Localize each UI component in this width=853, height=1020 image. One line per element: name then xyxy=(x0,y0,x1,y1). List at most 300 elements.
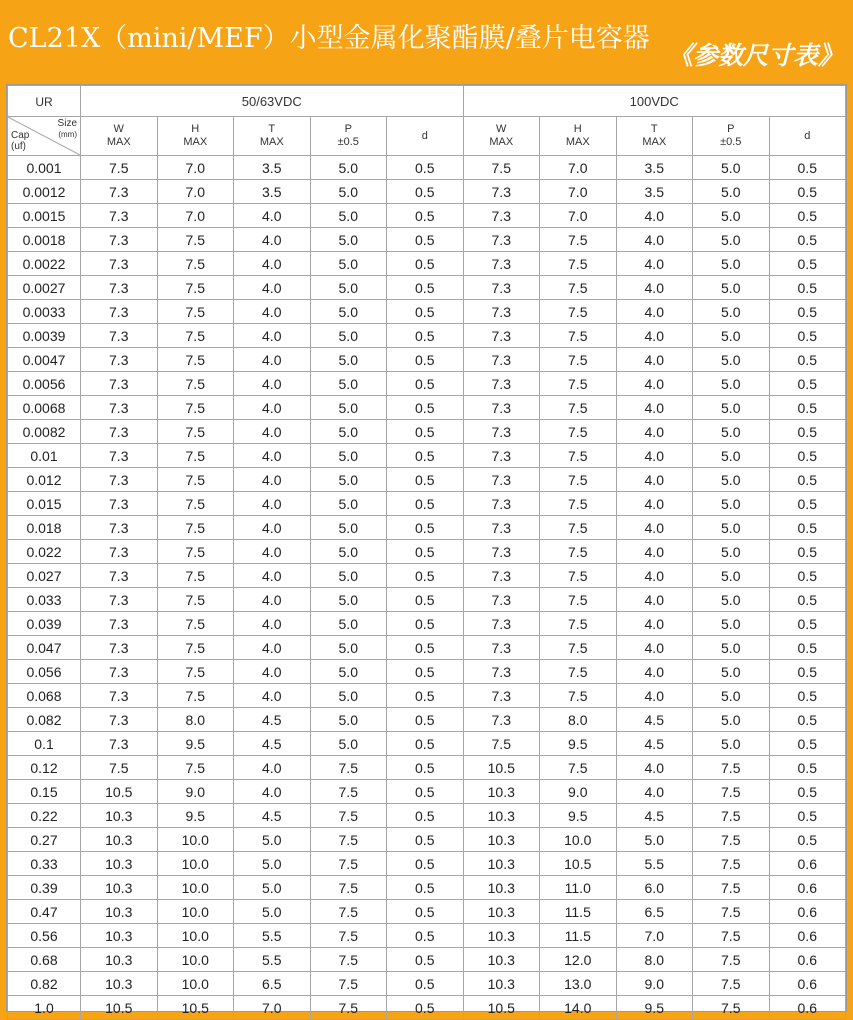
dimension-cell: 10.5 xyxy=(81,780,158,804)
dimension-cell: 7.5 xyxy=(540,396,617,420)
dimension-cell: 7.5 xyxy=(540,276,617,300)
dimension-cell: 4.0 xyxy=(234,516,311,540)
column-header-p-high xyxy=(693,117,770,156)
capacitance-cell: 0.033 xyxy=(8,588,81,612)
dimension-cell: 10.3 xyxy=(463,900,540,924)
dimension-cell: 5.0 xyxy=(310,348,387,372)
column-header-t-low xyxy=(234,117,311,156)
table-row xyxy=(8,204,846,228)
dimension-cell: 7.3 xyxy=(463,300,540,324)
dimension-cell: 7.5 xyxy=(540,588,617,612)
dimension-cell: 7.3 xyxy=(463,372,540,396)
dimension-cell: 7.0 xyxy=(157,156,234,180)
dimension-cell: 10.0 xyxy=(157,900,234,924)
dimension-cell: 7.5 xyxy=(540,684,617,708)
dimension-cell: 9.0 xyxy=(540,780,617,804)
dimension-cell: 5.0 xyxy=(310,444,387,468)
dimension-cell: 7.3 xyxy=(463,180,540,204)
dimension-cell: 7.5 xyxy=(540,492,617,516)
dimension-cell: 7.3 xyxy=(81,228,158,252)
dimension-cell: 7.5 xyxy=(310,876,387,900)
dimension-cell: 10.3 xyxy=(463,948,540,972)
dimension-cell: 3.5 xyxy=(616,156,693,180)
column-header-label: W xyxy=(113,123,124,136)
dimension-cell: 7.5 xyxy=(693,804,770,828)
dimension-cell: 5.5 xyxy=(234,924,311,948)
dimension-cell: 7.0 xyxy=(157,180,234,204)
dimension-cell: 4.0 xyxy=(234,396,311,420)
table-body xyxy=(8,156,846,1020)
dimension-cell: 0.6 xyxy=(769,948,846,972)
dimension-cell: 5.0 xyxy=(616,828,693,852)
column-header-label: P xyxy=(727,123,735,136)
dimension-cell: 0.6 xyxy=(769,900,846,924)
dimension-cell: 7.3 xyxy=(81,588,158,612)
dimension-cell: 5.0 xyxy=(310,372,387,396)
capacitance-cell: 0.015 xyxy=(8,492,81,516)
dimension-cell: 5.0 xyxy=(310,396,387,420)
capacitance-cell: 0.022 xyxy=(8,540,81,564)
column-header-p-low xyxy=(310,117,387,156)
dimension-cell: 0.5 xyxy=(387,444,464,468)
dimension-cell: 7.5 xyxy=(157,660,234,684)
dimension-cell: 4.5 xyxy=(616,708,693,732)
dimension-cell: 7.5 xyxy=(693,972,770,996)
dimension-cell: 5.0 xyxy=(310,660,387,684)
dimension-cell: 5.0 xyxy=(693,324,770,348)
dimension-cell: 7.5 xyxy=(540,228,617,252)
dimension-cell: 5.0 xyxy=(693,612,770,636)
dimension-cell: 0.5 xyxy=(769,180,846,204)
dimension-cell: 7.5 xyxy=(693,756,770,780)
parameter-table-container xyxy=(6,84,847,1016)
ur-label: UR xyxy=(35,94,53,109)
dimension-cell: 0.5 xyxy=(769,372,846,396)
dimension-cell: 5.0 xyxy=(310,516,387,540)
capacitance-cell: 0.047 xyxy=(8,636,81,660)
dimension-cell: 7.3 xyxy=(463,492,540,516)
capacitance-cell: 0.12 xyxy=(8,756,81,780)
dimension-cell: 0.5 xyxy=(387,804,464,828)
page-title: CL21X（mini/MEF）小型金属化聚酯膜/叠片电容器 xyxy=(8,23,650,54)
dimension-cell: 10.0 xyxy=(157,948,234,972)
dimension-cell: 5.5 xyxy=(616,852,693,876)
dimension-cell: 7.5 xyxy=(693,828,770,852)
column-header-t-high xyxy=(616,117,693,156)
dimension-cell: 10.3 xyxy=(463,804,540,828)
dimension-cell: 7.5 xyxy=(540,420,617,444)
dimension-cell: 0.5 xyxy=(387,996,464,1020)
dimension-cell: 7.3 xyxy=(81,252,158,276)
dimension-cell: 7.3 xyxy=(81,348,158,372)
dimension-cell: 0.5 xyxy=(769,348,846,372)
dimension-cell: 4.0 xyxy=(234,468,311,492)
dimension-cell: 0.5 xyxy=(769,324,846,348)
voltage-group-50-63vdc: 50/63VDC xyxy=(81,86,464,117)
dimension-cell: 7.5 xyxy=(540,564,617,588)
capacitance-cell: 0.0082 xyxy=(8,420,81,444)
capacitance-cell: 0.027 xyxy=(8,564,81,588)
cap-label-block xyxy=(11,131,29,152)
dimension-cell: 0.5 xyxy=(769,516,846,540)
capacitance-cell: 0.0047 xyxy=(8,348,81,372)
dimension-cell: 4.0 xyxy=(616,516,693,540)
dimension-cell: 0.5 xyxy=(387,540,464,564)
dimension-cell: 0.5 xyxy=(387,180,464,204)
column-header-label: T xyxy=(268,123,276,136)
dimension-cell: 0.5 xyxy=(387,252,464,276)
dimension-cell: 0.5 xyxy=(387,156,464,180)
dimension-cell: 5.0 xyxy=(693,444,770,468)
dimension-cell: 5.0 xyxy=(693,660,770,684)
dimension-cell: 7.3 xyxy=(81,276,158,300)
dimension-cell: 0.5 xyxy=(387,564,464,588)
cap-size-corner-cell xyxy=(8,117,81,156)
dimension-cell: 7.5 xyxy=(310,948,387,972)
dimension-cell: 0.5 xyxy=(387,324,464,348)
dimension-cell: 7.5 xyxy=(157,516,234,540)
capacitance-cell: 0.33 xyxy=(8,852,81,876)
dimension-cell: 0.5 xyxy=(387,828,464,852)
column-header-label: P xyxy=(344,123,352,136)
dimension-cell: 7.0 xyxy=(157,204,234,228)
dimension-cell: 5.0 xyxy=(693,204,770,228)
dimension-cell: 5.0 xyxy=(310,492,387,516)
dimension-cell: 0.5 xyxy=(769,804,846,828)
dimension-cell: 10.5 xyxy=(463,996,540,1020)
table-row xyxy=(8,660,846,684)
table-row xyxy=(8,612,846,636)
dimension-cell: 10.3 xyxy=(463,828,540,852)
dimension-cell: 0.5 xyxy=(387,396,464,420)
dimension-cell: 5.0 xyxy=(310,300,387,324)
dimension-cell: 4.0 xyxy=(616,492,693,516)
cap-unit: (uf) xyxy=(11,140,26,152)
dimension-cell: 10.3 xyxy=(81,852,158,876)
dimension-cell: 5.0 xyxy=(693,348,770,372)
dimension-cell: 0.5 xyxy=(769,612,846,636)
dimension-cell: 7.5 xyxy=(463,156,540,180)
table-row xyxy=(8,324,846,348)
dimension-cell: 4.0 xyxy=(234,300,311,324)
capacitance-cell: 0.082 xyxy=(8,708,81,732)
dimension-cell: 0.5 xyxy=(769,756,846,780)
dimension-cell: 7.5 xyxy=(540,252,617,276)
dimension-cell: 10.0 xyxy=(157,852,234,876)
table-row xyxy=(8,252,846,276)
dimension-cell: 7.5 xyxy=(693,948,770,972)
dimension-cell: 10.5 xyxy=(81,996,158,1020)
column-header-sublabel: ±0.5 xyxy=(720,136,742,148)
capacitance-cell: 0.22 xyxy=(8,804,81,828)
dimension-cell: 7.5 xyxy=(693,924,770,948)
dimension-cell: 0.5 xyxy=(387,780,464,804)
dimension-cell: 5.0 xyxy=(310,420,387,444)
dimension-cell: 4.0 xyxy=(234,348,311,372)
table-row xyxy=(8,828,846,852)
dimension-cell: 4.0 xyxy=(616,204,693,228)
dimension-cell: 5.0 xyxy=(310,324,387,348)
dimension-cell: 7.5 xyxy=(157,372,234,396)
dimension-cell: 0.5 xyxy=(387,276,464,300)
dimension-cell: 5.0 xyxy=(310,156,387,180)
column-header-label: H xyxy=(191,123,200,136)
dimension-cell: 0.5 xyxy=(387,636,464,660)
header-row-voltage xyxy=(8,86,846,117)
dimension-cell: 5.0 xyxy=(693,636,770,660)
dimension-cell: 5.0 xyxy=(693,420,770,444)
dimension-cell: 0.6 xyxy=(769,996,846,1020)
dimension-cell: 7.5 xyxy=(157,612,234,636)
dimension-cell: 5.0 xyxy=(693,300,770,324)
table-row xyxy=(8,708,846,732)
dimension-cell: 13.0 xyxy=(540,972,617,996)
dimension-cell: 7.5 xyxy=(540,516,617,540)
dimension-cell: 7.3 xyxy=(81,564,158,588)
dimension-cell: 7.5 xyxy=(540,444,617,468)
dimension-cell: 5.0 xyxy=(693,372,770,396)
dimension-cell: 7.3 xyxy=(81,300,158,324)
dimension-cell: 10.3 xyxy=(81,948,158,972)
dimension-cell: 4.0 xyxy=(616,612,693,636)
dimension-cell: 4.5 xyxy=(234,732,311,756)
table-row xyxy=(8,228,846,252)
dimension-cell: 3.5 xyxy=(234,180,311,204)
dimension-cell: 7.5 xyxy=(693,852,770,876)
dimension-cell: 10.5 xyxy=(463,756,540,780)
dimension-cell: 5.0 xyxy=(693,156,770,180)
dimension-cell: 0.5 xyxy=(387,372,464,396)
dimension-cell: 7.5 xyxy=(463,732,540,756)
dimension-cell: 0.5 xyxy=(387,684,464,708)
dimension-cell: 7.3 xyxy=(81,516,158,540)
table-row xyxy=(8,756,846,780)
dimension-cell: 0.5 xyxy=(769,708,846,732)
dimension-cell: 7.3 xyxy=(81,612,158,636)
dimension-cell: 7.5 xyxy=(157,228,234,252)
table-row xyxy=(8,564,846,588)
dimension-cell: 5.0 xyxy=(693,708,770,732)
dimension-cell: 7.5 xyxy=(157,636,234,660)
capacitance-cell: 0.0056 xyxy=(8,372,81,396)
dimension-cell: 4.0 xyxy=(616,348,693,372)
ur-header-cell xyxy=(8,86,81,117)
dimension-cell: 0.5 xyxy=(769,540,846,564)
dimension-cell: 0.6 xyxy=(769,876,846,900)
dimension-cell: 7.3 xyxy=(81,636,158,660)
dimension-cell: 9.5 xyxy=(157,732,234,756)
dimension-cell: 10.3 xyxy=(463,924,540,948)
dimension-cell: 0.5 xyxy=(387,612,464,636)
column-header-label: d xyxy=(804,129,811,142)
dimension-cell: 0.5 xyxy=(769,780,846,804)
dimension-cell: 5.0 xyxy=(693,180,770,204)
dimension-cell: 4.0 xyxy=(616,660,693,684)
dimension-cell: 3.5 xyxy=(616,180,693,204)
dimension-cell: 10.0 xyxy=(157,876,234,900)
dimension-cell: 0.5 xyxy=(387,732,464,756)
dimension-cell: 4.0 xyxy=(234,252,311,276)
dimension-cell: 7.5 xyxy=(540,468,617,492)
dimension-cell: 5.0 xyxy=(310,636,387,660)
dimension-cell: 7.0 xyxy=(540,204,617,228)
table-row xyxy=(8,852,846,876)
dimension-cell: 7.5 xyxy=(310,996,387,1020)
page-subtitle: 《参数尺寸表》 xyxy=(667,41,843,70)
dimension-cell: 5.0 xyxy=(310,684,387,708)
column-header-label: W xyxy=(496,123,507,136)
column-header-sublabel: MAX xyxy=(106,136,131,148)
dimension-cell: 7.5 xyxy=(157,564,234,588)
dimension-cell: 7.3 xyxy=(81,708,158,732)
dimension-cell: 7.5 xyxy=(540,660,617,684)
dimension-cell: 7.5 xyxy=(157,684,234,708)
dimension-cell: 7.3 xyxy=(81,660,158,684)
dimension-cell: 3.5 xyxy=(234,156,311,180)
table-row xyxy=(8,348,846,372)
dimension-cell: 7.5 xyxy=(157,396,234,420)
dimension-cell: 7.5 xyxy=(157,468,234,492)
capacitance-cell: 0.39 xyxy=(8,876,81,900)
dimension-cell: 7.5 xyxy=(693,996,770,1020)
table-row xyxy=(8,924,846,948)
dimension-cell: 7.5 xyxy=(157,420,234,444)
table-row xyxy=(8,876,846,900)
dimension-cell: 0.5 xyxy=(387,756,464,780)
column-header-w-high xyxy=(463,117,540,156)
table-row xyxy=(8,300,846,324)
column-header-label: H xyxy=(573,123,582,136)
dimension-cell: 5.0 xyxy=(693,732,770,756)
dimension-cell: 5.0 xyxy=(693,468,770,492)
table-row xyxy=(8,588,846,612)
dimension-cell: 7.3 xyxy=(463,468,540,492)
capacitance-cell: 0.012 xyxy=(8,468,81,492)
dimension-cell: 0.5 xyxy=(387,420,464,444)
dimension-cell: 7.3 xyxy=(81,732,158,756)
dimension-cell: 0.5 xyxy=(769,252,846,276)
capacitance-cell: 0.47 xyxy=(8,900,81,924)
dimension-cell: 7.3 xyxy=(463,636,540,660)
dimension-cell: 10.5 xyxy=(540,852,617,876)
dimension-cell: 0.6 xyxy=(769,924,846,948)
column-header-sublabel: MAX xyxy=(183,136,208,148)
dimension-cell: 8.0 xyxy=(157,708,234,732)
dimension-cell: 0.5 xyxy=(769,396,846,420)
dimension-cell: 7.5 xyxy=(310,900,387,924)
dimension-cell: 10.3 xyxy=(81,828,158,852)
dimension-cell: 5.0 xyxy=(693,516,770,540)
dimension-cell: 10.3 xyxy=(463,780,540,804)
dimension-cell: 4.0 xyxy=(616,540,693,564)
dimension-cell: 0.5 xyxy=(387,972,464,996)
dimension-cell: 0.5 xyxy=(769,420,846,444)
dimension-cell: 0.5 xyxy=(769,228,846,252)
table-row xyxy=(8,492,846,516)
dimension-cell: 0.5 xyxy=(387,900,464,924)
dimension-cell: 0.5 xyxy=(387,924,464,948)
capacitance-cell: 0.1 xyxy=(8,732,81,756)
column-header-d-low xyxy=(387,117,464,156)
dimension-cell: 4.0 xyxy=(234,276,311,300)
capacitance-cell: 0.0027 xyxy=(8,276,81,300)
header-row-dimensions xyxy=(8,117,846,156)
capacitance-cell: 0.056 xyxy=(8,660,81,684)
dimension-cell: 4.0 xyxy=(234,540,311,564)
dimension-cell: 5.0 xyxy=(234,900,311,924)
table-row xyxy=(8,996,846,1020)
dimension-cell: 7.5 xyxy=(693,780,770,804)
dimension-cell: 5.0 xyxy=(693,252,770,276)
table-row xyxy=(8,180,846,204)
dimension-cell: 4.0 xyxy=(234,324,311,348)
dimension-cell: 4.0 xyxy=(234,684,311,708)
dimension-cell: 0.5 xyxy=(387,228,464,252)
dimension-cell: 5.0 xyxy=(693,540,770,564)
dimension-cell: 6.5 xyxy=(616,900,693,924)
dimension-cell: 7.5 xyxy=(157,588,234,612)
table-row xyxy=(8,540,846,564)
dimension-cell: 7.3 xyxy=(463,276,540,300)
dimension-cell: 4.0 xyxy=(616,252,693,276)
dimension-cell: 7.5 xyxy=(540,756,617,780)
dimension-cell: 0.5 xyxy=(387,516,464,540)
table-row xyxy=(8,396,846,420)
dimension-cell: 10.3 xyxy=(463,852,540,876)
dimension-cell: 0.5 xyxy=(387,876,464,900)
table-row xyxy=(8,276,846,300)
dimension-cell: 7.3 xyxy=(81,492,158,516)
dimension-cell: 7.3 xyxy=(463,708,540,732)
dimension-cell: 0.5 xyxy=(387,588,464,612)
column-header-h-high xyxy=(540,117,617,156)
table-row xyxy=(8,972,846,996)
column-header-label: d xyxy=(421,129,428,142)
dimension-cell: 5.0 xyxy=(310,180,387,204)
dimension-cell: 14.0 xyxy=(540,996,617,1020)
dimension-cell: 9.0 xyxy=(616,972,693,996)
dimension-cell: 5.0 xyxy=(693,564,770,588)
dimension-cell: 7.5 xyxy=(310,780,387,804)
dimension-cell: 7.3 xyxy=(81,468,158,492)
capacitance-cell: 0.0068 xyxy=(8,396,81,420)
dimension-cell: 7.0 xyxy=(540,156,617,180)
dimension-cell: 7.3 xyxy=(463,444,540,468)
dimension-cell: 0.5 xyxy=(387,348,464,372)
table-row xyxy=(8,468,846,492)
dimension-cell: 7.3 xyxy=(463,660,540,684)
dimension-cell: 0.6 xyxy=(769,972,846,996)
dimension-cell: 9.0 xyxy=(157,780,234,804)
dimension-cell: 4.0 xyxy=(234,612,311,636)
dimension-cell: 4.0 xyxy=(234,420,311,444)
dimension-cell: 5.0 xyxy=(310,708,387,732)
dimension-cell: 4.0 xyxy=(234,444,311,468)
table-row xyxy=(8,948,846,972)
dimension-cell: 5.0 xyxy=(693,396,770,420)
dimension-cell: 7.5 xyxy=(157,324,234,348)
dimension-cell: 7.5 xyxy=(540,372,617,396)
table-row xyxy=(8,684,846,708)
dimension-cell: 8.0 xyxy=(540,708,617,732)
dimension-cell: 7.3 xyxy=(463,252,540,276)
dimension-cell: 7.3 xyxy=(463,516,540,540)
table-row xyxy=(8,420,846,444)
dimension-cell: 4.0 xyxy=(616,468,693,492)
dimension-cell: 5.0 xyxy=(234,876,311,900)
dimension-cell: 7.3 xyxy=(463,348,540,372)
dimension-cell: 5.0 xyxy=(310,588,387,612)
